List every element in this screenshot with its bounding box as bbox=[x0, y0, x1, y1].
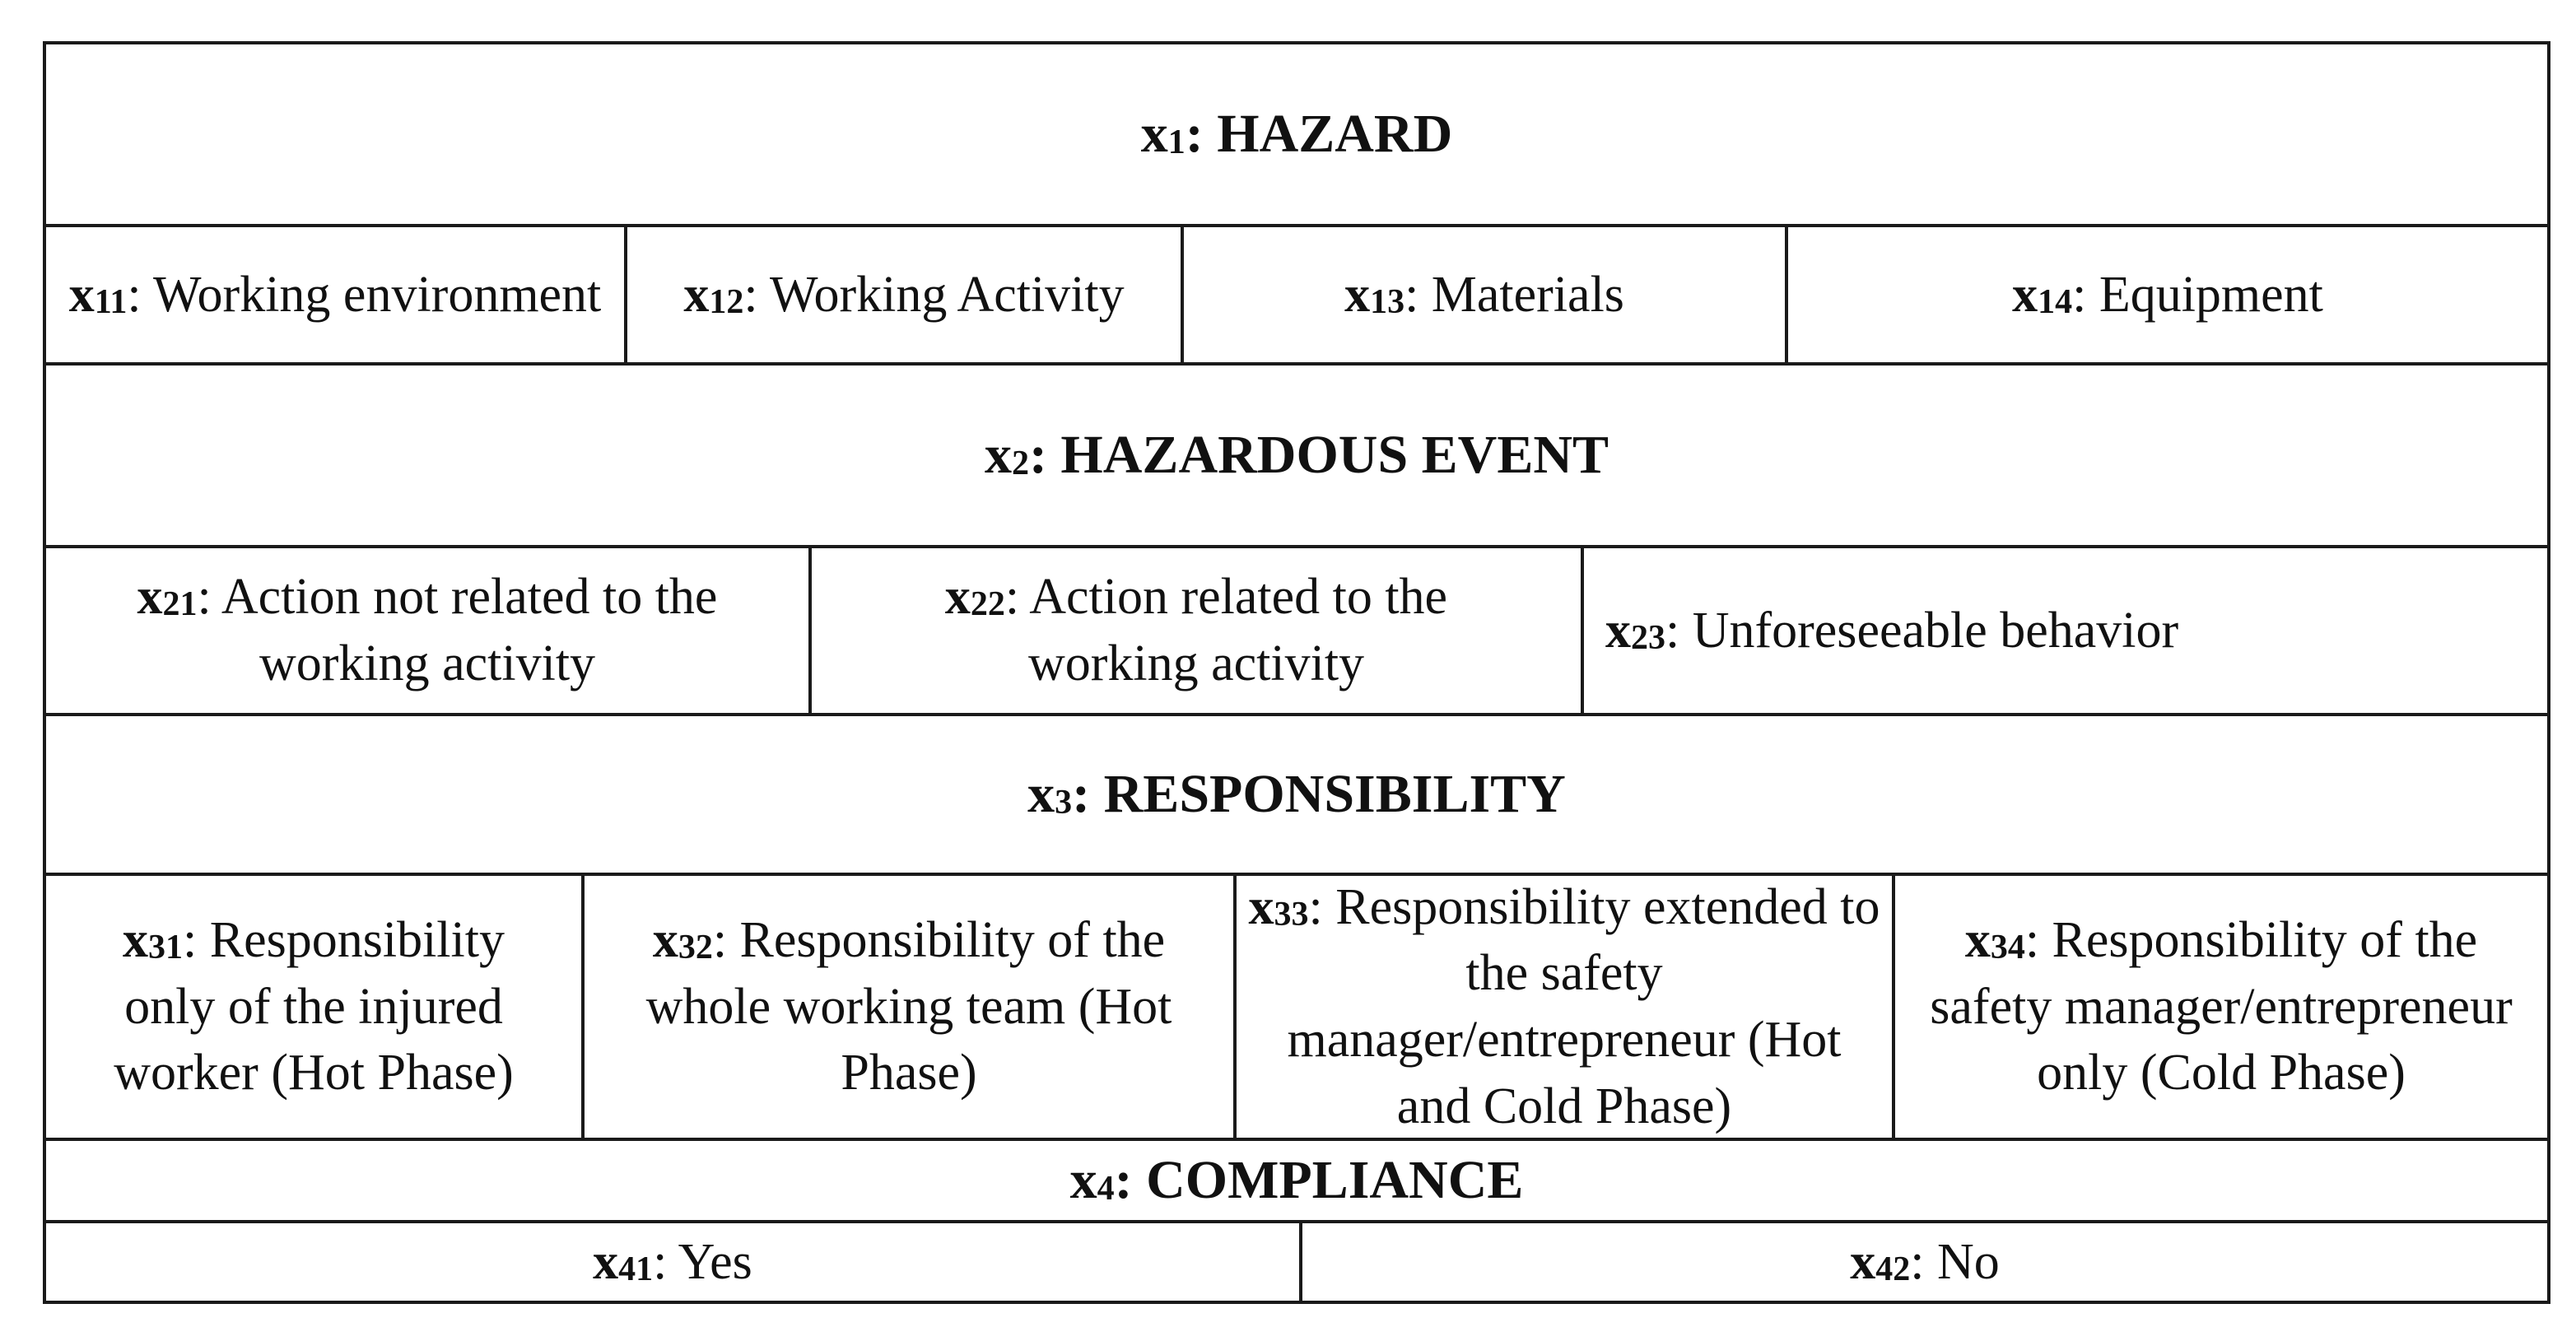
hazardous-event-header-row bbox=[46, 366, 2547, 545]
hazard-header-cell bbox=[46, 44, 2547, 224]
taxonomy-table bbox=[43, 41, 2550, 1304]
compliance-header-cell: $x_4$: COMPLIANCE bbox=[1069, 1150, 1524, 1211]
hazard-item-equipment: $x_{14}$: Equipment bbox=[1785, 227, 2547, 362]
responsibility-item-working-team: $x_{32}$: Responsibility of the whole working team (Hot Phase) bbox=[581, 876, 1233, 1138]
responsibility-item-safety-manager: $x_{34}$: Responsibility of the safety manager/entrepreneur only (Cold Phase) bbox=[1892, 876, 2547, 1138]
responsibility-header-cell: $x_3$: RESPONSIBILITY bbox=[1027, 764, 1566, 825]
hazard-items-row bbox=[46, 227, 2547, 362]
event-item-unforeseeable: $x_{23}$: Unforeseeable behavior bbox=[1581, 548, 2547, 713]
responsibility-item-injured-worker: $x_{31}$: Responsibility only of the injured worker (Hot Phase) bbox=[114, 912, 514, 1101]
hazard-header-row bbox=[46, 44, 2547, 224]
responsibility-item-extended: $x_{33}$: Responsibility extended to the safety manager/entrepreneur (Hot and Cold Phase) bbox=[1233, 876, 1892, 1138]
hazard-item-materials: $x_{13}$: Materials bbox=[1181, 227, 1785, 362]
responsibility-items-row bbox=[46, 876, 2547, 1138]
hazard-header-text: $x_1$: HAZARD bbox=[1140, 104, 1453, 165]
hazard-item-working-activity: $x_{12}$: Working Activity bbox=[624, 227, 1181, 362]
compliance-item-no: $x_{42}$: No bbox=[1299, 1223, 2547, 1301]
event-item-not-related: $x_{21}$: Action not related to the working activity bbox=[137, 569, 718, 691]
responsibility-header-row bbox=[46, 716, 2547, 873]
variable-symbol: $x_1$ bbox=[1140, 104, 1186, 165]
hazardous-event-header-cell: $x_2$: HAZARDOUS EVENT bbox=[984, 425, 1609, 486]
event-item-related: $x_{22}$: Action related to the working activity bbox=[808, 548, 1581, 713]
compliance-header-row bbox=[46, 1141, 2547, 1220]
compliance-items-row bbox=[46, 1223, 2547, 1301]
compliance-item-yes: $x_{41}$: Yes bbox=[593, 1233, 752, 1290]
hazardous-event-items-row bbox=[46, 548, 2547, 713]
hazard-item-working-environment: $x_{11}$: Working environment bbox=[68, 266, 602, 323]
